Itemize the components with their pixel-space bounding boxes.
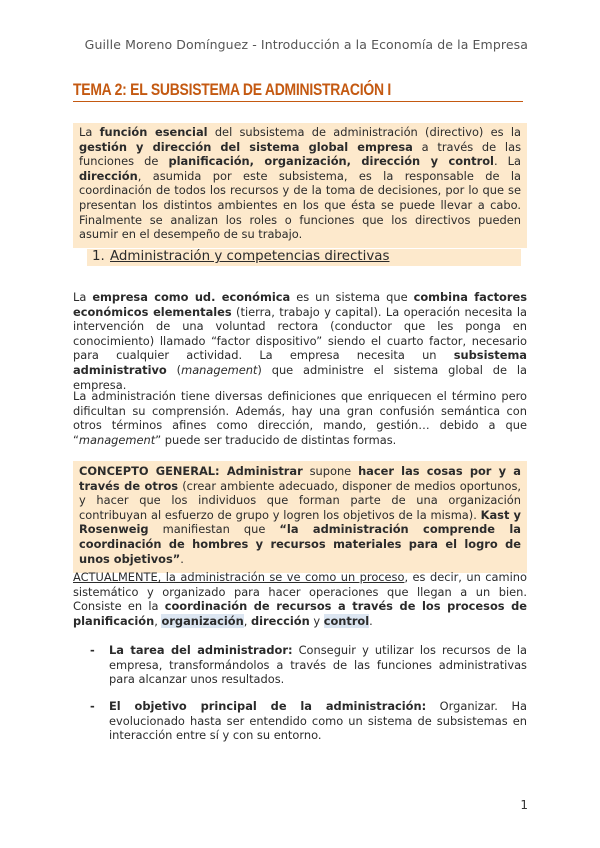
highlighted-term: organización [161,613,244,628]
running-header: Guille Moreno Domínguez - Introducción a la Economía de la Empresa [84,37,528,52]
paragraph-empresa: La empresa como ud. económica es un sistema que combina factores económicos elementales (tierra, trabajo y capital). La operación necesita la intervención de una voluntad rectora (conductor que les ponga en conocimiento) llamado “factor dispositivo” siendo el cuarto factor, necesario para cualquier actividad. La empresa necesita un subsistema administrativo (management) que administre el sistema global de la empresa. [73,290,528,392]
paragraph-actualmente: ACTUALMENTE, la administración se ve como un proceso, es decir, un camino sistemático y organizado para hacer operaciones que llegan a un bien. Consiste en la coordinación de recursos a través de los procesos de planificación, organización, dirección y control. [73,570,528,628]
section-title: Administración y competencias directivas [110,249,390,264]
page-number: 1 [520,798,528,812]
key-term: gestión y dirección del sistema global empresa [79,139,413,154]
concept-box: CONCEPTO GENERAL: Administrar supone hacer las cosas por y a través de otros (crear ambiente adecuado, disponer de medios oportunos, y hacer que los individuos que forman parte de una organización contribuyan al esfuerzo de grupo y logren los objetivos de la misma). Kast y Rosenweig manifiestan que “la administración comprende la coordinación de hombres y recursos materiales para el logro de unos objetivos”. [73,461,527,573]
key-term: planificación, organización, dirección y control [168,154,494,169]
chapter-title-rule [73,80,523,102]
key-term: dirección [79,168,138,183]
bullet-label: El objetivo principal de la administración: [109,699,427,713]
chapter-title: TEMA 2: EL SUBSISTEMA DE ADMINISTRACIÓN I [73,80,392,99]
bullet-dash: - [90,699,95,713]
underlined-phrase: ACTUALMENTE, la administración se ve como un proceso [73,570,405,584]
bullet-label: La tarea del administrador: [109,643,293,657]
key-term: función esencial [99,125,208,139]
bullet-dash: - [90,643,95,657]
paragraph-definiciones: La administración tiene diversas definiciones que enriquecen el término pero dificultan su comprensión. Además, hay una gran confusión semántica con otros términos afines como dirección, mando, gestión… debido a que “management” puede ser traducido de distintas formas. [73,389,527,447]
section-number: 1. [92,249,105,264]
section-heading [87,249,521,266]
highlighted-term: control [323,613,370,628]
intro-summary-box: La función esencial del subsistema de administración (directivo) es la gestión y dirección del sistema global empresa a través de las funciones de planificación, organización, dirección y control. La dirección, asumida por este subsistema, es la responsable de la coordinación de todos los recursos y de la toma de decisiones, por lo que se presentan los distintos ambientes en los que ésta se puede llevar a cabo. Finalmente se analizan los roles o funciones que los directivos pueden asumir en el desempeño de su trabajo. [73,123,527,248]
